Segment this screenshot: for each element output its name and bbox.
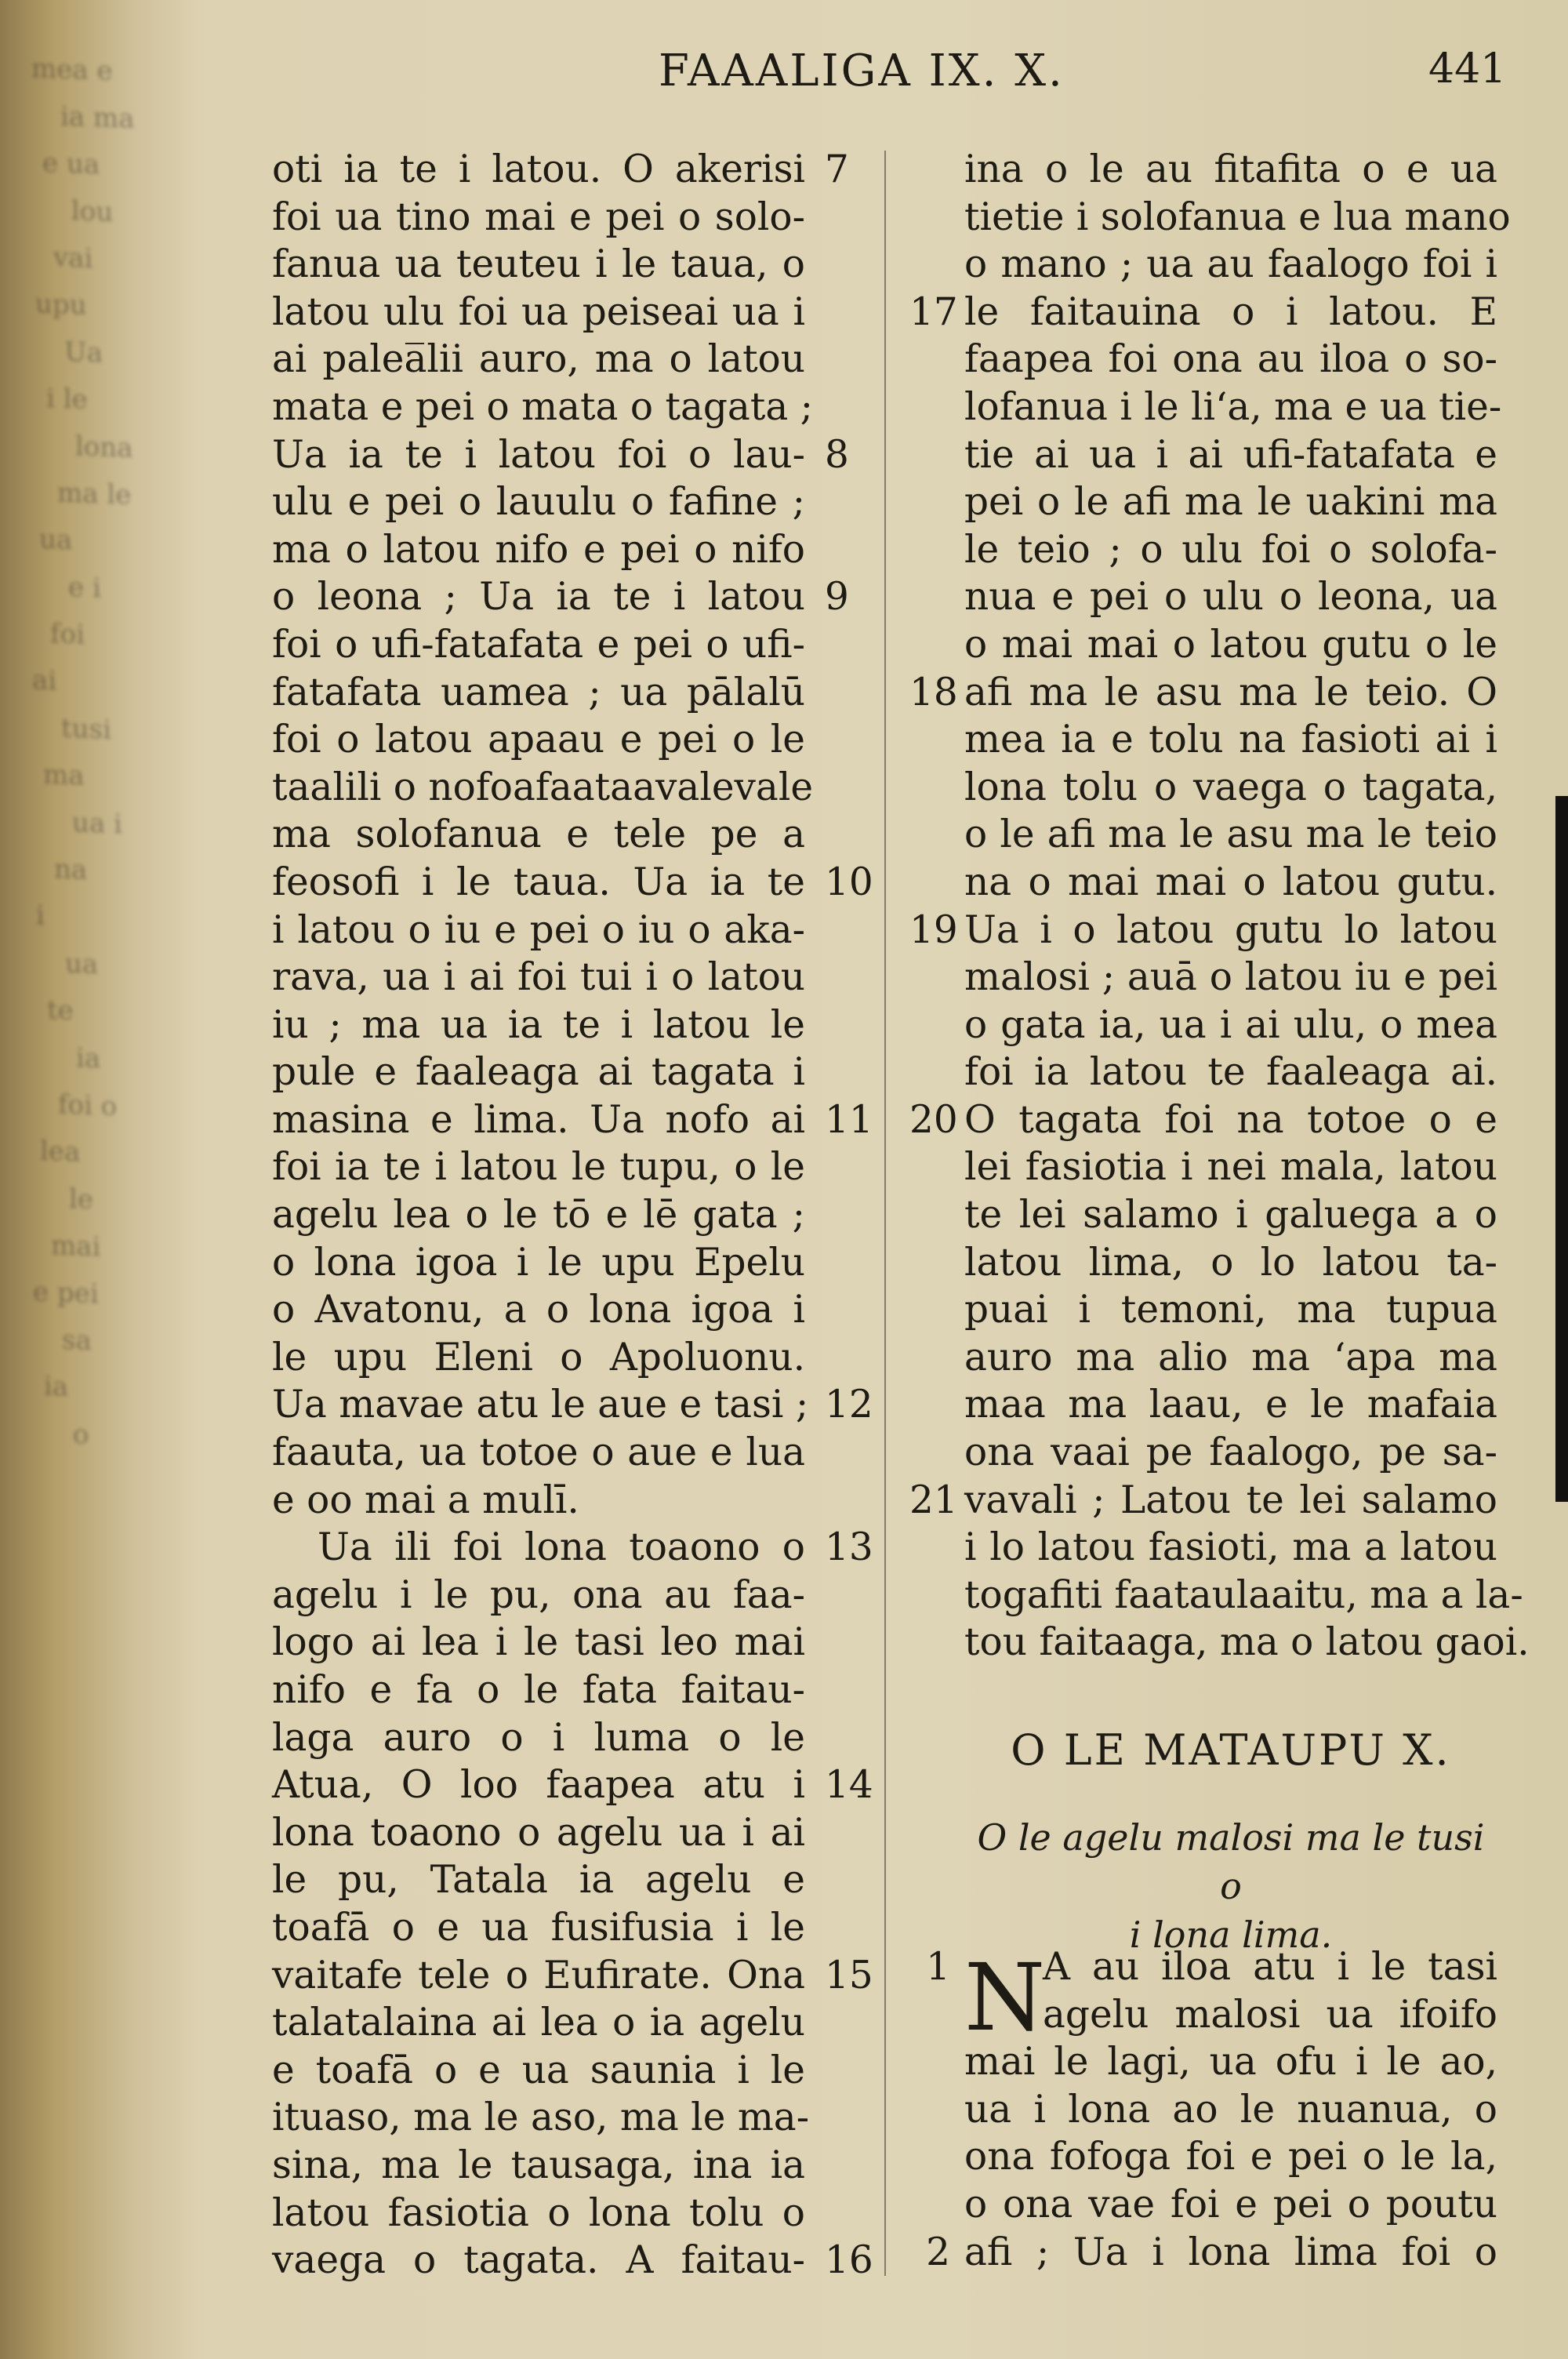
- line-text: ina o le au fitafita o e ua: [964, 147, 1497, 191]
- line-text: feosofi i le taua. Ua ia te: [272, 860, 805, 904]
- line-text: le teio ; o ulu foi o solofa-: [964, 527, 1497, 572]
- text-line: [964, 1572, 1523, 1619]
- text-line: [272, 1856, 805, 1904]
- text-line: [964, 2038, 1497, 2086]
- bleed-fragment: sa: [62, 1324, 92, 1357]
- text-line: [272, 289, 805, 336]
- text-line: [272, 1191, 805, 1239]
- bleed-fragment: ua i: [72, 807, 122, 841]
- line-text: vaega o tagata. A faitau-: [272, 2238, 805, 2283]
- text-line: [272, 1904, 805, 1952]
- text-line: [272, 1572, 805, 1619]
- line-text: sina, ma le tausaga, ina ia: [272, 2143, 805, 2187]
- line-text: Ua ia te i latou foi o lau-: [272, 432, 805, 477]
- line-text: le upu Eleni o Apoluonu.: [272, 1335, 805, 1379]
- text-line: [272, 1286, 805, 1334]
- line-text: maa ma laau, e le mafaia: [964, 1383, 1497, 1427]
- bleed-through-text: [31, 45, 157, 2355]
- line-text: faapea foi ona au iloa o so-: [964, 337, 1497, 382]
- line-text: lofanua i le liʻa, ma e ua tie-: [964, 384, 1502, 429]
- page-edge-shadow: [1555, 796, 1568, 1502]
- verse-number: 10: [825, 860, 873, 904]
- verse-number: 1: [926, 1945, 950, 1989]
- verse-number: 15: [825, 1953, 873, 1997]
- verse-number: 7: [825, 147, 849, 191]
- text-line: [272, 1239, 805, 1287]
- bleed-fragment: tusi: [61, 712, 111, 746]
- line-text: oti ia te i latou. O akerisi: [272, 147, 805, 191]
- text-line: [272, 194, 805, 242]
- chapter-title: O LE MATAUPU X.: [1011, 1725, 1451, 1775]
- left-column: [272, 146, 873, 2284]
- bleed-fragment: ia ma: [60, 100, 135, 135]
- text-line: [964, 811, 1497, 859]
- text-line: [964, 1429, 1497, 1477]
- verse-number: 20: [909, 1097, 958, 1142]
- text-line: [272, 478, 805, 526]
- bleed-fragment: upu: [35, 288, 87, 322]
- line-text: pei o le afi ma le uakini ma: [964, 480, 1497, 525]
- line-text: Atua, O loo faapea atu i: [272, 1763, 805, 1808]
- line-text: lei fasiotia i nei mala, latou: [964, 1145, 1497, 1190]
- verse-number: 13: [825, 1525, 873, 1570]
- text-line: [964, 383, 1502, 431]
- line-text: i lo latou fasioti, ma a latou: [964, 1525, 1497, 1570]
- bleed-fragment: ia: [76, 1042, 101, 1075]
- text-line: [272, 2190, 805, 2237]
- verse-number: 2: [926, 2230, 950, 2274]
- text-line: [272, 2237, 873, 2284]
- text-line: [926, 1943, 1497, 1991]
- line-text: faauta, ua totoe o aue e lua: [272, 1430, 805, 1475]
- text-line: [272, 1524, 873, 1572]
- line-text: nifo e fa o le fata faitau-: [272, 1668, 805, 1712]
- text-line: [272, 1952, 873, 2000]
- verse-number: 21: [909, 1478, 958, 1522]
- text-line: [964, 194, 1511, 242]
- text-line: [909, 289, 1497, 336]
- bleed-fragment: i: [36, 900, 45, 932]
- text-line: [272, 1381, 873, 1429]
- line-text: laga auro o i luma o le: [272, 1715, 805, 1760]
- line-text: le pu, Tatala ia agelu e: [272, 1858, 805, 1903]
- line-text: foi o ufi-fatafata e pei o ufi-: [272, 622, 805, 667]
- line-text: foi ua tino mai e pei o solo-: [272, 194, 805, 239]
- running-header: [0, 45, 1568, 100]
- text-line: [964, 526, 1497, 574]
- verse-number: 11: [825, 1097, 873, 1142]
- verse-number: 14: [825, 1763, 873, 1808]
- line-text: ma o latou nifo e pei o nifo: [272, 527, 805, 572]
- line-text: afi ma le asu ma le teio. O: [964, 670, 1497, 714]
- bleed-fragment: ma le: [57, 477, 132, 511]
- text-line: [272, 1477, 805, 1525]
- text-line: [272, 859, 873, 907]
- line-text: fanua ua teuteu i le taua, o: [272, 242, 805, 287]
- chapter-text: [926, 1943, 1497, 2276]
- text-line: [272, 764, 814, 812]
- line-text: ona fofoga foi e pei o le la,: [964, 2135, 1497, 2179]
- page-number: 441: [1428, 45, 1507, 93]
- line-text: Ua mavae atu le aue e tasi ;: [272, 1383, 809, 1427]
- line-text: malosi ; auā o latou iu e pei: [964, 955, 1497, 1000]
- text-line: [272, 573, 849, 621]
- text-line: [964, 1619, 1530, 1667]
- verse-number: 17: [909, 289, 958, 334]
- line-text: te lei salamo i galuega a o: [964, 1193, 1497, 1238]
- bleed-fragment: lou: [71, 194, 114, 228]
- bleed-fragment: Ua: [64, 336, 103, 369]
- text-line: [964, 1524, 1497, 1572]
- line-text: talatalaina ai lea o ia agelu: [272, 2001, 805, 2045]
- line-text: agelu i le pu, ona au faa-: [272, 1572, 805, 1617]
- bleed-fragment: e i: [68, 571, 101, 605]
- line-text: mata e pei o mata o tagata ;: [272, 384, 814, 429]
- text-line: [964, 146, 1497, 194]
- text-line: [964, 431, 1497, 479]
- line-text: ulu e pei o lauulu o fafine ;: [272, 480, 805, 525]
- line-text: ona vaai pe faalogo, pe sa-: [964, 1430, 1497, 1475]
- bleed-fragment: i le: [46, 382, 88, 416]
- bleed-fragment: ia: [44, 1370, 69, 1403]
- line-text: afi ; Ua i lona lima foi o: [964, 2230, 1497, 2274]
- bleed-fragment: ua: [65, 947, 99, 981]
- text-line: [272, 1001, 805, 1049]
- text-line: [926, 2229, 1497, 2277]
- verse-number: 16: [825, 2238, 873, 2283]
- text-line: [272, 526, 805, 574]
- drop-cap: N: [964, 1943, 1046, 2052]
- line-text: latou fasiotia o lona tolu o: [272, 2190, 805, 2235]
- line-text: e toafā o e ua saunia i le: [272, 2048, 805, 2092]
- verse-number: 19: [909, 907, 958, 952]
- line-text: ma solofanua e tele pe a: [272, 812, 805, 857]
- line-text: o le afi ma le asu ma le teio: [964, 812, 1497, 857]
- right-column: [909, 146, 1530, 1667]
- bleed-fragment: lea: [40, 1135, 81, 1169]
- bleed-fragment: na: [54, 853, 88, 886]
- line-text: puai i temoni, ma tupua: [964, 1288, 1497, 1332]
- text-line: [272, 1049, 805, 1096]
- bleed-fragment: o: [73, 1419, 89, 1451]
- line-text: ai palea̅lii auro, ma o latou: [272, 337, 805, 382]
- line-text: o Avatonu, a o lona igoa i: [272, 1288, 805, 1332]
- line-text: taalili o nofoafaataavalevale: [272, 765, 814, 809]
- line-text: foi ia latou te faaleaga ai.: [964, 1050, 1497, 1095]
- text-line: [964, 2181, 1497, 2229]
- text-line: [272, 716, 805, 764]
- text-line: [964, 573, 1497, 621]
- bleed-fragment: mea e: [31, 53, 113, 87]
- line-text: i latou o iu e pei o iu o aka-: [272, 907, 805, 952]
- bleed-fragment: foi o: [58, 1089, 118, 1123]
- text-line: [272, 954, 805, 1001]
- text-line: [272, 1667, 805, 1714]
- bleed-fragment: le: [69, 1183, 93, 1216]
- text-line: [272, 2094, 810, 2142]
- bleed-fragment: ua: [39, 523, 73, 557]
- line-text: auro ma alio ma ʻapa ma: [964, 1335, 1497, 1379]
- text-line: [964, 764, 1497, 812]
- line-text: ituaso, ma le aso, ma le ma-: [272, 2095, 810, 2140]
- line-text: vavali ; Latou te lei salamo: [964, 1478, 1497, 1522]
- bleed-fragment: ai: [32, 664, 57, 697]
- text-line: [272, 1714, 805, 1762]
- text-line: [272, 907, 805, 954]
- line-text: A au iloa atu i le tasi: [1043, 1945, 1497, 1989]
- line-text: vaitafe tele o Eufirate. Ona: [272, 1953, 805, 1997]
- text-line: [964, 716, 1497, 764]
- line-text: mai le lagi, ua ofu i le ao,: [964, 2040, 1497, 2085]
- bleed-fragment: te: [47, 994, 74, 1027]
- line-text: ua i lona ao le nuanua, o: [964, 2087, 1497, 2132]
- line-text: foi ia te i latou le tupu, o le: [272, 1145, 805, 1190]
- text-line: [909, 907, 1497, 954]
- bleed-fragment: lona: [75, 431, 133, 464]
- verse-number: 18: [909, 670, 958, 714]
- line-text: lona toaono o agelu ua i ai: [272, 1810, 805, 1855]
- line-text: rava, ua i ai foi tui i o latou: [272, 955, 805, 1000]
- line-text: lona tolu o vaega o tagata,: [964, 765, 1497, 809]
- text-line: [272, 1096, 873, 1144]
- text-line: [272, 1761, 873, 1809]
- text-line: [964, 954, 1497, 1001]
- chapter-summary-line: O le agelu malosi ma le tusi o: [977, 1816, 1485, 1907]
- bleed-fragment: e ua: [42, 147, 100, 181]
- line-text: latou ulu foi ua peiseai ua i: [272, 289, 805, 334]
- line-text: masina e lima. Ua nofo ai: [272, 1097, 805, 1142]
- line-text: pule e faaleaga ai tagata i: [272, 1050, 805, 1095]
- text-line: [964, 241, 1497, 289]
- text-line: [272, 146, 849, 194]
- line-text: le faitauina o i latou. E: [964, 289, 1497, 334]
- bleed-fragment: foi: [50, 618, 85, 651]
- text-line: [964, 1001, 1497, 1049]
- bleed-fragment: mai: [51, 1230, 101, 1263]
- chapter-summary: [964, 1813, 1497, 1959]
- text-line: [272, 2142, 805, 2190]
- line-text: o leona ; Ua ia te i latou: [272, 575, 805, 620]
- line-text: iu ; ma ua ia te i latou le: [272, 1002, 805, 1047]
- text-line: [272, 431, 849, 479]
- text-line: [272, 669, 805, 717]
- text-line: [964, 2133, 1497, 2181]
- line-text: tou faitaaga, ma o latou gaoi.: [964, 1620, 1530, 1665]
- line-text: o lona igoa i le upu Epelu: [272, 1240, 805, 1285]
- line-text: mea ia e tolu na fasioti ai i: [964, 718, 1497, 762]
- line-text: o gata ia, ua i ai ulu, o mea: [964, 1002, 1497, 1047]
- text-line: [272, 1809, 805, 1857]
- text-line: [964, 1191, 1497, 1239]
- line-text: o ona vae foi e pei o poutu: [964, 2182, 1497, 2226]
- text-line: [964, 1286, 1497, 1334]
- text-line: [272, 1334, 805, 1382]
- text-line: [964, 1143, 1497, 1191]
- text-line: [272, 1619, 805, 1667]
- chapter-summary-line: i lona lima.: [1129, 1914, 1333, 1956]
- text-line: [964, 478, 1497, 526]
- text-line: [909, 1477, 1497, 1525]
- text-line: [964, 859, 1497, 907]
- line-text: o mai mai o latou gutu o le: [964, 622, 1497, 667]
- text-line: [272, 621, 805, 669]
- verse-number: 12: [825, 1383, 873, 1427]
- line-text: agelu lea o le tō e lē gata ;: [272, 1193, 805, 1238]
- line-text: toafā o e ua fusifusia i le: [272, 1905, 805, 1950]
- line-text: O tagata foi na totoe o e: [964, 1097, 1497, 1142]
- text-line: [964, 1049, 1497, 1096]
- line-text: Ua i o latou gutu lo latou: [964, 907, 1497, 952]
- verse-number: 9: [825, 575, 849, 620]
- bleed-fragment: vai: [53, 242, 93, 274]
- text-line: [964, 1239, 1497, 1287]
- text-line: [272, 383, 814, 431]
- text-line: [964, 1381, 1497, 1429]
- line-text: o mano ; ua au faalogo foi i: [964, 242, 1497, 287]
- text-line: [272, 1999, 805, 2047]
- text-line: [964, 1991, 1497, 2039]
- running-title: FAAALIGA IX. X.: [659, 45, 1065, 96]
- line-text: logo ai lea i le tasi leo mai: [272, 1620, 805, 1665]
- line-text: latou lima, o lo latou ta-: [964, 1240, 1497, 1285]
- text-line: [964, 1334, 1497, 1382]
- bleed-fragment: ma: [43, 758, 85, 792]
- line-text: togafiti faataulaaitu, ma a la-: [964, 1572, 1523, 1617]
- line-text: e oo mai a mulī.: [272, 1478, 579, 1522]
- line-text: tietie i solofanua e lua mano: [964, 194, 1511, 239]
- line-text: agelu malosi ua ifoifo: [1043, 1992, 1497, 2037]
- text-line: [964, 336, 1497, 383]
- text-line: [964, 2086, 1497, 2134]
- text-line: [909, 669, 1497, 717]
- bleed-fragment: e pei: [33, 1276, 99, 1310]
- line-text: tie ai ua i ai ufi-fatafata e: [964, 432, 1497, 477]
- text-line: [272, 811, 805, 859]
- line-text: Ua ili foi lona toaono o: [318, 1525, 805, 1570]
- line-text: fatafata uamea ; ua pālalū: [272, 670, 805, 714]
- line-text: nua e pei o ulu o leona, ua: [964, 575, 1497, 620]
- line-text: na o mai mai o latou gutu.: [964, 860, 1497, 904]
- text-line: [272, 1429, 805, 1477]
- text-line: [272, 2047, 805, 2095]
- verse-number: 8: [825, 432, 849, 477]
- text-line: [909, 1096, 1497, 1144]
- text-line: [272, 336, 805, 383]
- line-text: foi o latou apaau e pei o le: [272, 718, 805, 762]
- column-rule: [884, 151, 886, 2276]
- text-line: [272, 241, 805, 289]
- text-line: [964, 621, 1497, 669]
- text-line: [272, 1143, 805, 1191]
